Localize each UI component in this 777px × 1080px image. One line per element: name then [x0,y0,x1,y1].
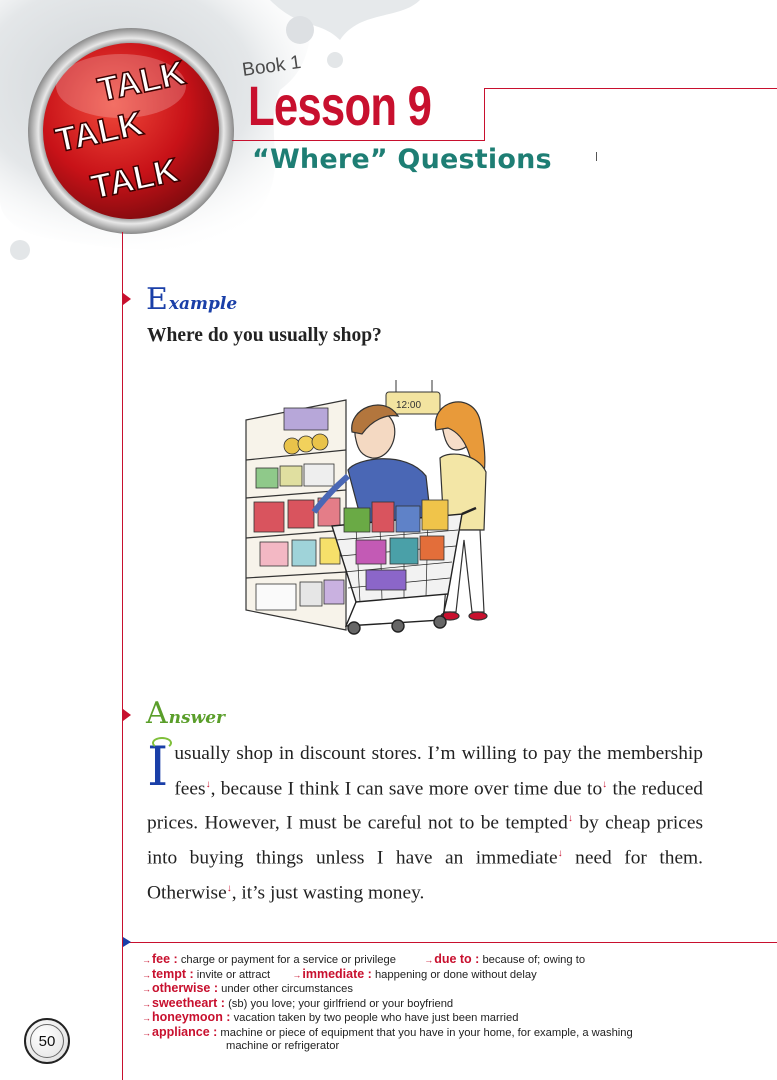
vocab-term: otherwise : [152,981,218,995]
header-bottom-rule [232,140,485,141]
margin-vertical-rule [122,232,123,1080]
vocab-term: due to : [434,952,480,966]
vocab-marker-icon: ↓ [567,813,573,825]
vocab-divider-rule [126,942,777,943]
answer-dropcap: I [147,735,169,798]
vocab-marker-icon: ↓ [602,778,608,790]
vocab-item [142,953,742,968]
example-heading [146,282,237,317]
header-vertical-rule [484,88,485,140]
vocab-def: machine or piece of equipment that you have in your home, for example, a washing [220,1026,633,1039]
answer-text-4: by cheap prices into buying things unless I have an immediate [147,812,703,869]
answer-text-6: , it’s just wasting money. [231,882,425,904]
header-top-rule [484,88,777,89]
example-marker-icon [123,293,131,305]
vocab-def: happening or done without delay [374,968,537,981]
vocab-item [142,982,742,997]
badge-word-3: TALK [87,151,182,207]
vocab-item [142,997,742,1012]
answer-paragraph [147,735,704,909]
example-question: Where do you usually shop? [147,325,382,346]
vocab-item [142,1011,742,1026]
vocab-def: vacation taken by two people who have just been married [233,1012,519,1024]
arrow-icon: → [292,969,302,980]
vocab-term: appliance : [152,1024,218,1039]
badge-word-2: TALK [52,104,147,160]
vocab-term: immediate : [302,966,372,981]
vocab-marker-icon: ↓ [205,778,211,790]
vocab-def: (sb) you love; your girlfriend or your boyfriend [228,997,454,1010]
book-label: Book 1 [240,51,303,82]
store-sign-text: 12:00 [396,400,422,411]
vocab-marker-icon: ↓ [226,883,232,895]
arrow-icon: → [142,998,151,1009]
answer-text-3: the reduced prices. However, I must be careful not to be tempted [147,777,704,834]
couple-shopping-cart-illustration [236,380,506,642]
arrow-icon: → [424,955,434,965]
answer-text-5: need for them. Otherwise [147,847,703,904]
arrow-icon: → [142,969,151,980]
page-number [24,1018,70,1064]
answer-text-2: , because I think I can save more over time due to [210,777,603,799]
talk-talk-talk-logo [26,26,236,236]
header-tick [596,152,597,161]
vocab-def: charge or payment for a service or privilege [180,954,396,966]
answer-heading [146,696,225,731]
answer-heading-cap: A [146,696,168,731]
vocab-term: tempt : [152,966,194,981]
answer-marker-icon [123,709,131,721]
vocab-term: fee : [152,952,178,966]
vocab-item-continuation: machine or refrigerator [226,1040,340,1052]
arrow-icon: → [142,984,151,994]
arrow-icon: → [142,1013,151,1023]
example-heading-cap: E [146,282,168,317]
vocab-item [142,1026,742,1041]
vocab-item [142,968,742,983]
answer-text-1: usually shop in discount stores. I’m willing to pay the membership fees [174,743,703,799]
vocab-def: invite or attract [196,968,271,981]
vocab-marker-triangle-icon [123,937,131,947]
lesson-title: Lesson 9 [248,74,432,137]
vocabulary-list [142,953,742,1054]
answer-heading-rest: nswer [168,708,226,728]
vocab-def: under other circumstances [221,983,353,995]
vocab-term: honeymoon : [152,1010,231,1024]
badge-word-1: TALK [94,53,189,110]
vocab-marker-icon: ↓ [557,848,563,860]
example-heading-rest: xample [168,294,238,314]
vocab-def: because of; owing to [482,954,586,966]
arrow-icon: → [142,1027,151,1038]
vocab-term: sweetheart : [152,995,225,1010]
page-number-text: 50 [38,1032,56,1050]
lesson-subtitle: “Where” Questions [252,144,552,175]
arrow-icon: → [142,955,151,965]
